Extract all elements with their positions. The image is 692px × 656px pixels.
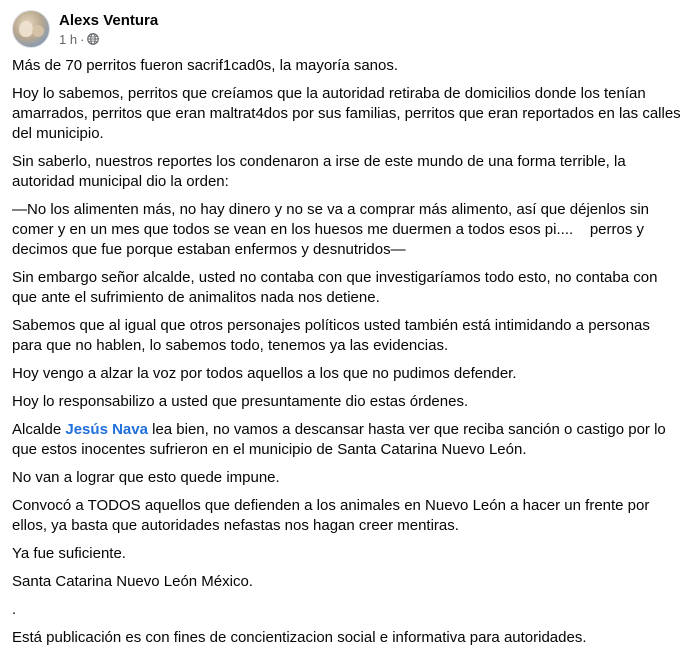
post-timestamp[interactable]: 1 h [59, 31, 78, 47]
post-paragraph: Ya fue suficiente. [12, 545, 126, 562]
post-paragraph: Está publicación es con fines de concientizacion social e informativa para autoridades. [12, 629, 587, 646]
post-paragraph: No van a lograr que esto quede impune. [12, 469, 280, 486]
post-meta [59, 31, 158, 48]
post-paragraph: Santa Catarina Nuevo León México. [12, 573, 253, 590]
globe-icon[interactable] [87, 33, 99, 45]
post-body [12, 56, 684, 656]
post-paragraph: Hoy vengo a alzar la voz por todos aquellos a los que no pudimos defender. [12, 365, 517, 382]
mention-link-jesus-nava[interactable]: Jesús Nava [65, 421, 148, 438]
post-paragraph: Hoy lo responsabilizo a usted que presuntamente dio estas órdenes. [12, 393, 469, 410]
post-paragraph: Más de 70 perritos fueron sacrif1cad0s, la mayoría sanos. [12, 57, 399, 74]
mention-paragraph [12, 420, 684, 460]
post-paragraph: Sin saberlo, nuestros reportes los condenaron a irse de este mundo de una forma terrible, la autoridad municipal dio la orden: [12, 153, 630, 190]
post-paragraph: . [12, 601, 17, 618]
post-paragraph: Sin embargo señor alcalde, usted no contaba con que investigaríamos todo esto, no contaba con que ante el sufrimiento de animalitos nada nos detiene. [12, 269, 662, 306]
post-paragraph: Convocó a TODOS aquellos que defienden a los animales en Nuevo León a hacer un frente por ellos, ya basta que autoridades nefastas nos hagan creer mentiras. [12, 497, 654, 534]
meta-separator: · [80, 31, 85, 47]
post-header [12, 8, 158, 50]
post-paragraph: Hoy lo sabemos, perritos que creíamos que la autoridad retiraba de domicilios donde los tenían amarrados, perritos que eran maltrat4dos por sus familias, perritos que eran reportados en las calles del municipio. [12, 85, 685, 142]
author-avatar[interactable] [12, 10, 50, 48]
post-header-text [59, 11, 158, 48]
mention-suffix: lea bien, no vamos a descansar hasta ver que reciba sanción o castigo por lo que estos inocentes sufrieron en el municipio de Santa Catarina Nuevo León. [12, 421, 670, 458]
post-paragraph: Sabemos que al igual que otros personajes políticos usted también está intimidando a personas para que no hablen, lo sabemos todo, tenemos ya las evidencias. [12, 317, 655, 354]
author-name[interactable]: Alexs Ventura [59, 11, 159, 29]
post-paragraph: —No los alimenten más, no hay dinero y no se va a comprar más alimento, así que déjenlos sin comer y en un mes que todos se vean en los huesos me duermen a todos esos pi.... perros y decimos que fue porque estaban enfermos y desnutridos— [12, 201, 654, 258]
mention-prefix: Alcalde [12, 421, 66, 438]
